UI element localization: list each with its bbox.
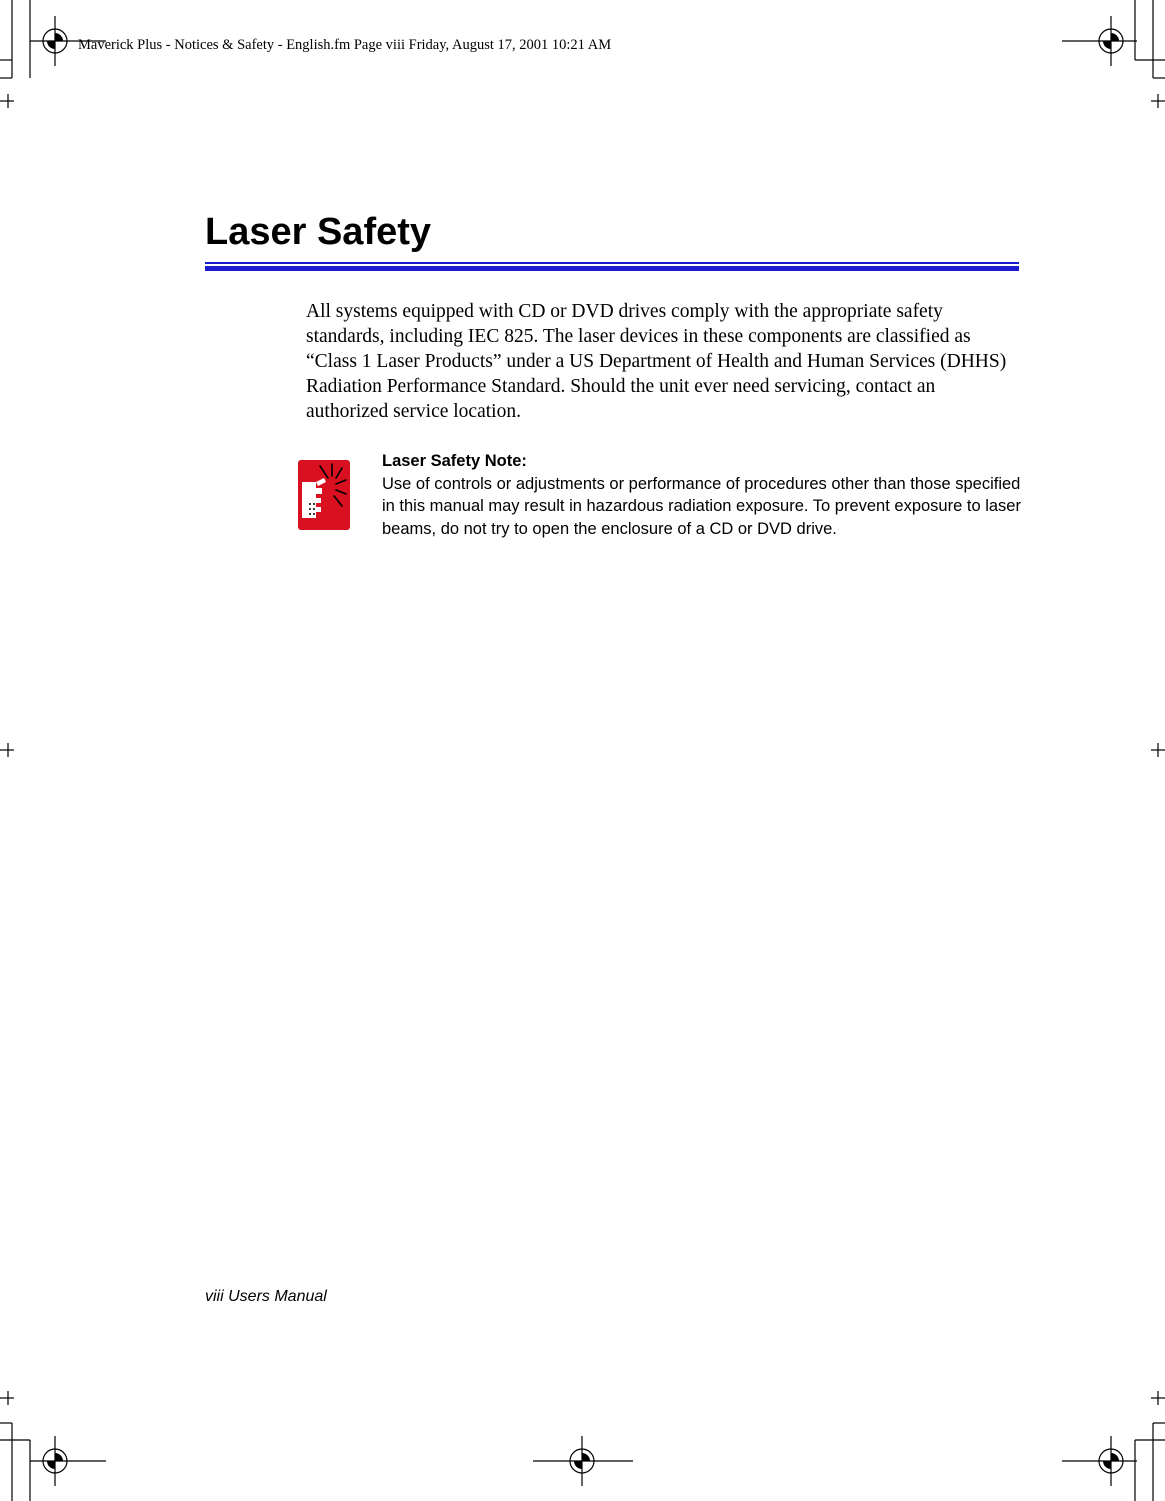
laser-safety-note <box>382 450 1027 540</box>
title-rule-thick <box>205 266 1019 271</box>
page-title: Laser Safety <box>205 211 432 253</box>
title-rule-thin <box>205 262 1019 264</box>
note-title: Laser Safety Note: <box>382 452 527 470</box>
laser-safety-paragraph: All systems equipped with CD or DVD drives comply with the appropriate safety standards, including IEC 825. The laser devices in these components are classified as “Class 1 Laser Products” under a US Department of Health and Human Services (DHHS) Radiation Performance Standard. Should the unit ever need servicing, contact an authorized service location. <box>306 301 1007 422</box>
print-header: Maverick Plus - Notices & Safety - English.fm Page viii Friday, August 17, 2001 10:21 AM <box>78 37 612 53</box>
laser-warning-icon <box>298 460 350 530</box>
page-footer: viii Users Manual <box>205 1288 327 1305</box>
note-text: Use of controls or adjustments or performance of procedures other than those specified in this manual may result in hazardous radiation exposure. To prevent exposure to laser beams, do not try to open the enclosure of a CD or DVD drive. <box>382 474 1021 538</box>
